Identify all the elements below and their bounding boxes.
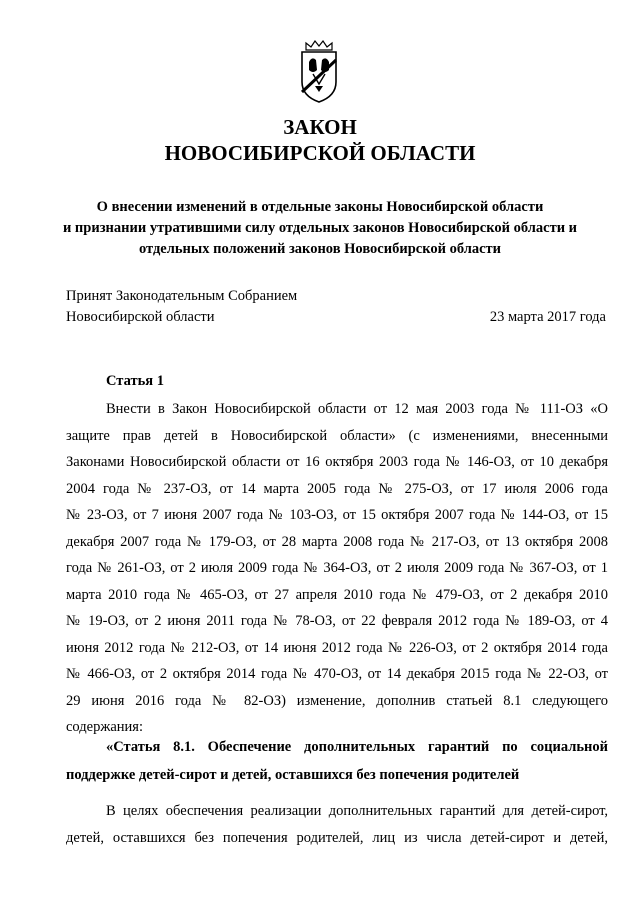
text-line: Законами Новосибирской области от 16 октября 2003 года № 146-ОЗ, от 10 декабря (66, 454, 608, 470)
adoption-line: Принят Законодательным Собранием (66, 288, 298, 304)
text-line: содержания: (66, 719, 144, 735)
adoption-body (66, 286, 297, 328)
text-line: июня 2012 года № 212-ОЗ, от 14 июня 2012 года № 226-ОЗ, от 2 октября 2014 года (66, 639, 608, 656)
text-line: 2004 года № 237-ОЗ, от 14 марта 2005 года № 275-ОЗ, от 17 июля 2006 года (66, 480, 608, 497)
article-1-text (66, 399, 608, 744)
adoption-date: 23 марта 2017 года (489, 309, 606, 325)
text-line: № 466-ОЗ, от 2 октября 2014 года № 470-ОЗ, от 14 декабря 2015 года № 22-ОЗ, от (66, 666, 608, 682)
novosibirsk-coat-of-arms-icon (298, 40, 340, 104)
text-line: Внести в Закон Новосибирской области от 12 мая 2003 года № 111-ОЗ «О (106, 401, 608, 417)
text-line: № 23-ОЗ, от 7 июня 2007 года № 103-ОЗ, от 15 октября 2007 года № 144-ОЗ, от 15 (66, 507, 608, 523)
text-line: года № 261-ОЗ, от 2 июля 2009 года № 364-ОЗ, от 2 июля 2009 года № 367-ОЗ, от 1 (66, 560, 608, 576)
article-1-heading: Статья 1 (106, 373, 164, 389)
text-line: защите прав детей в Новосибирской области» (с изменениями, внесенными (66, 427, 608, 444)
text-line: марта 2010 года № 465-ОЗ, от 27 апреля 2010 года № 479-ОЗ, от 2 декабря 2010 (66, 586, 608, 603)
text-line: детей, оставшихся без попечения родителей, лиц из числа детей-сирот и детей, (66, 829, 608, 846)
text-line: В целях обеспечения реализации дополнительных гарантий для детей-сирот, (106, 803, 608, 819)
law-region-title: НОВОСИБИРСКОЙ ОБЛАСТИ (164, 141, 476, 165)
heading-line: поддержке детей-сирот и детей, оставшихся без попечения родителей (66, 767, 520, 783)
text-line: № 19-ОЗ, от 2 июня 2011 года № 78-ОЗ, от 22 февраля 2012 года № 189-ОЗ, от 4 (66, 613, 608, 629)
subject-line: О внесении изменений в отдельные законы Новосибирской области (96, 199, 544, 215)
text-line: 29 июня 2016 года № 82-ОЗ) изменение, дополнив статьей 8.1 следующего (66, 692, 608, 709)
subject-line: отдельных положений законов Новосибирской области (138, 241, 502, 257)
law-subject (60, 197, 580, 260)
article-8-1-text (66, 801, 608, 854)
article-8-1-heading (66, 737, 608, 793)
subject-line: и признании утратившими силу отдельных законов Новосибирской области и (62, 220, 578, 236)
law-title: ЗАКОН (283, 115, 357, 139)
adoption-line: Новосибирской области (66, 309, 215, 325)
heading-line: «Статья 8.1. Обеспечение дополнительных гарантий по социальной (106, 739, 608, 755)
text-line: декабря 2007 года № 179-ОЗ, от 28 марта 2008 года № 217-ОЗ, от 13 октября 2008 (66, 533, 608, 550)
